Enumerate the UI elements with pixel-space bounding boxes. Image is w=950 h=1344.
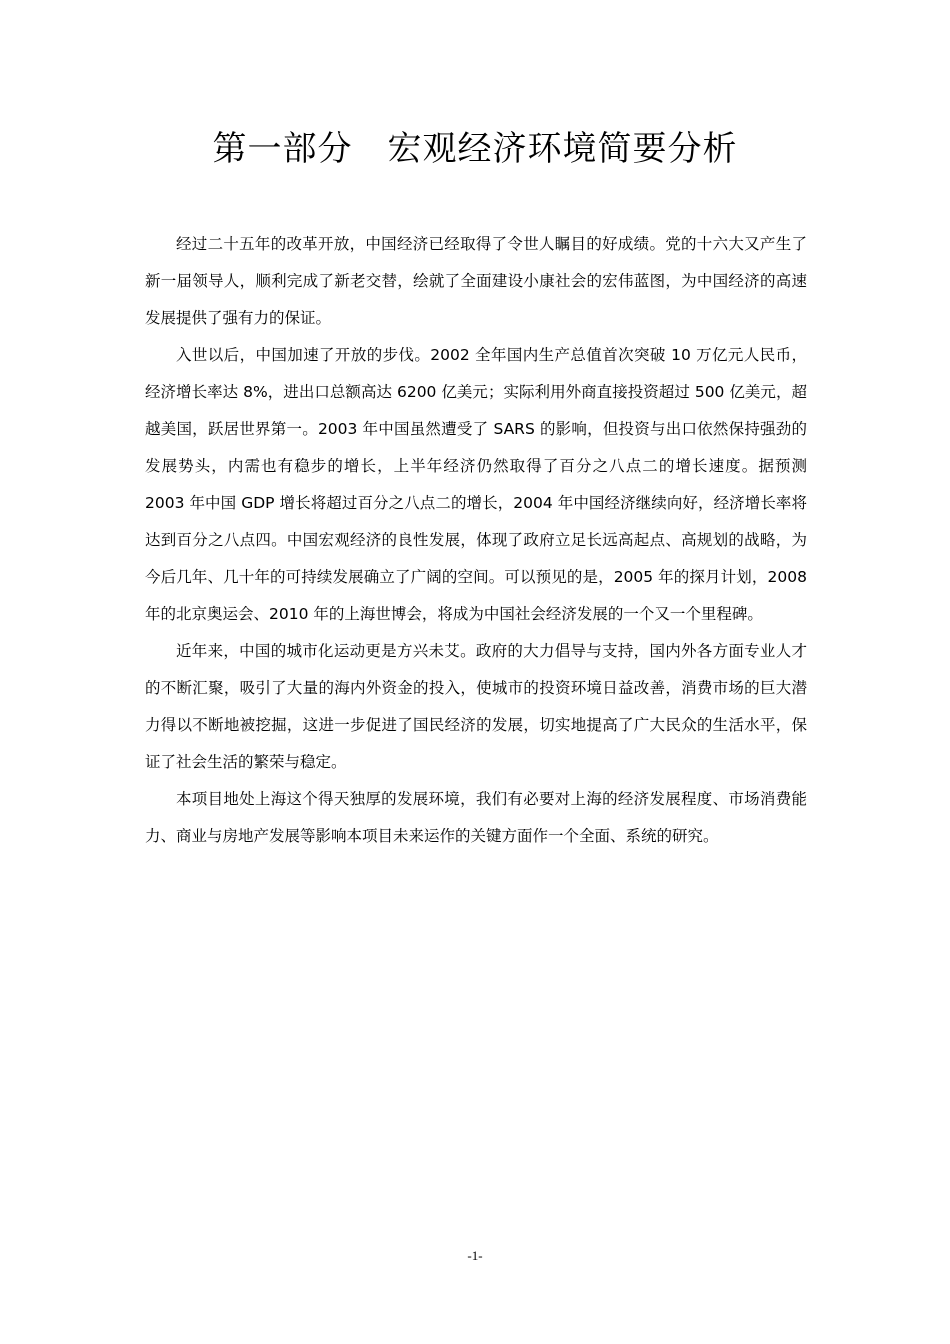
paragraph-1: 经过二十五年的改革开放，中国经济已经取得了令世人瞩目的好成绩。党的十六大又产生了新一届领导人，顺利完成了新老交替，绘就了全面建设小康社会的宏伟蓝图，为中国经济的高速发展提供了强有力的保证。 — [145, 235, 807, 327]
page-title: 第一部分 宏观经济环境简要分析 — [212, 129, 738, 169]
paragraph-2: 入世以后，中国加速了开放的步伐。2002 全年国内生产总值首次突破 10 万亿元人民币，经济增长率达 8%，进出口总额高达 6200 亿美元；实际利用外商直接投资超过 500 亿美元，超越美国，跃居世界第一。2003 年中国虽然遭受了 SARS 的影响，但投资与出口依然保持强劲的发展势头，内需也有稳步的增长，上半年经济仍然取得了百分之八点二的增长速度。据预测 2003 年中国 GDP 增长将超过百分之八点二的增长，2004 年中国经济继续向好，经济增长率将达到百分之八点四。中国宏观经济的良性发展，体现了政府立足长远高起点、高规划的战略，为今后几年、几十年的可持续发展确立了广阔的空间。可以预见的是，2005 年的探月计划，2008 年的北京奥运会、2010 年的上海世博会，将成为中国社会经济发展的一个又一个里程碑。 — [145, 346, 807, 623]
page-number: -1- — [467, 1248, 483, 1263]
document-body — [145, 226, 807, 855]
paragraph-3: 近年来，中国的城市化运动更是方兴未艾。政府的大力倡导与支持，国内外各方面专业人才的不断汇聚，吸引了大量的海内外资金的投入，使城市的投资环境日益改善，消费市场的巨大潜力得以不断地被挖掘，这进一步促进了国民经济的发展，切实地提高了广大民众的生活水平，保证了社会生活的繁荣与稳定。 — [145, 642, 807, 771]
paragraph-4: 本项目地处上海这个得天独厚的发展环境，我们有必要对上海的经济发展程度、市场消费能力、商业与房地产发展等影响本项目未来运作的关键方面作一个全面、系统的研究。 — [145, 790, 807, 845]
